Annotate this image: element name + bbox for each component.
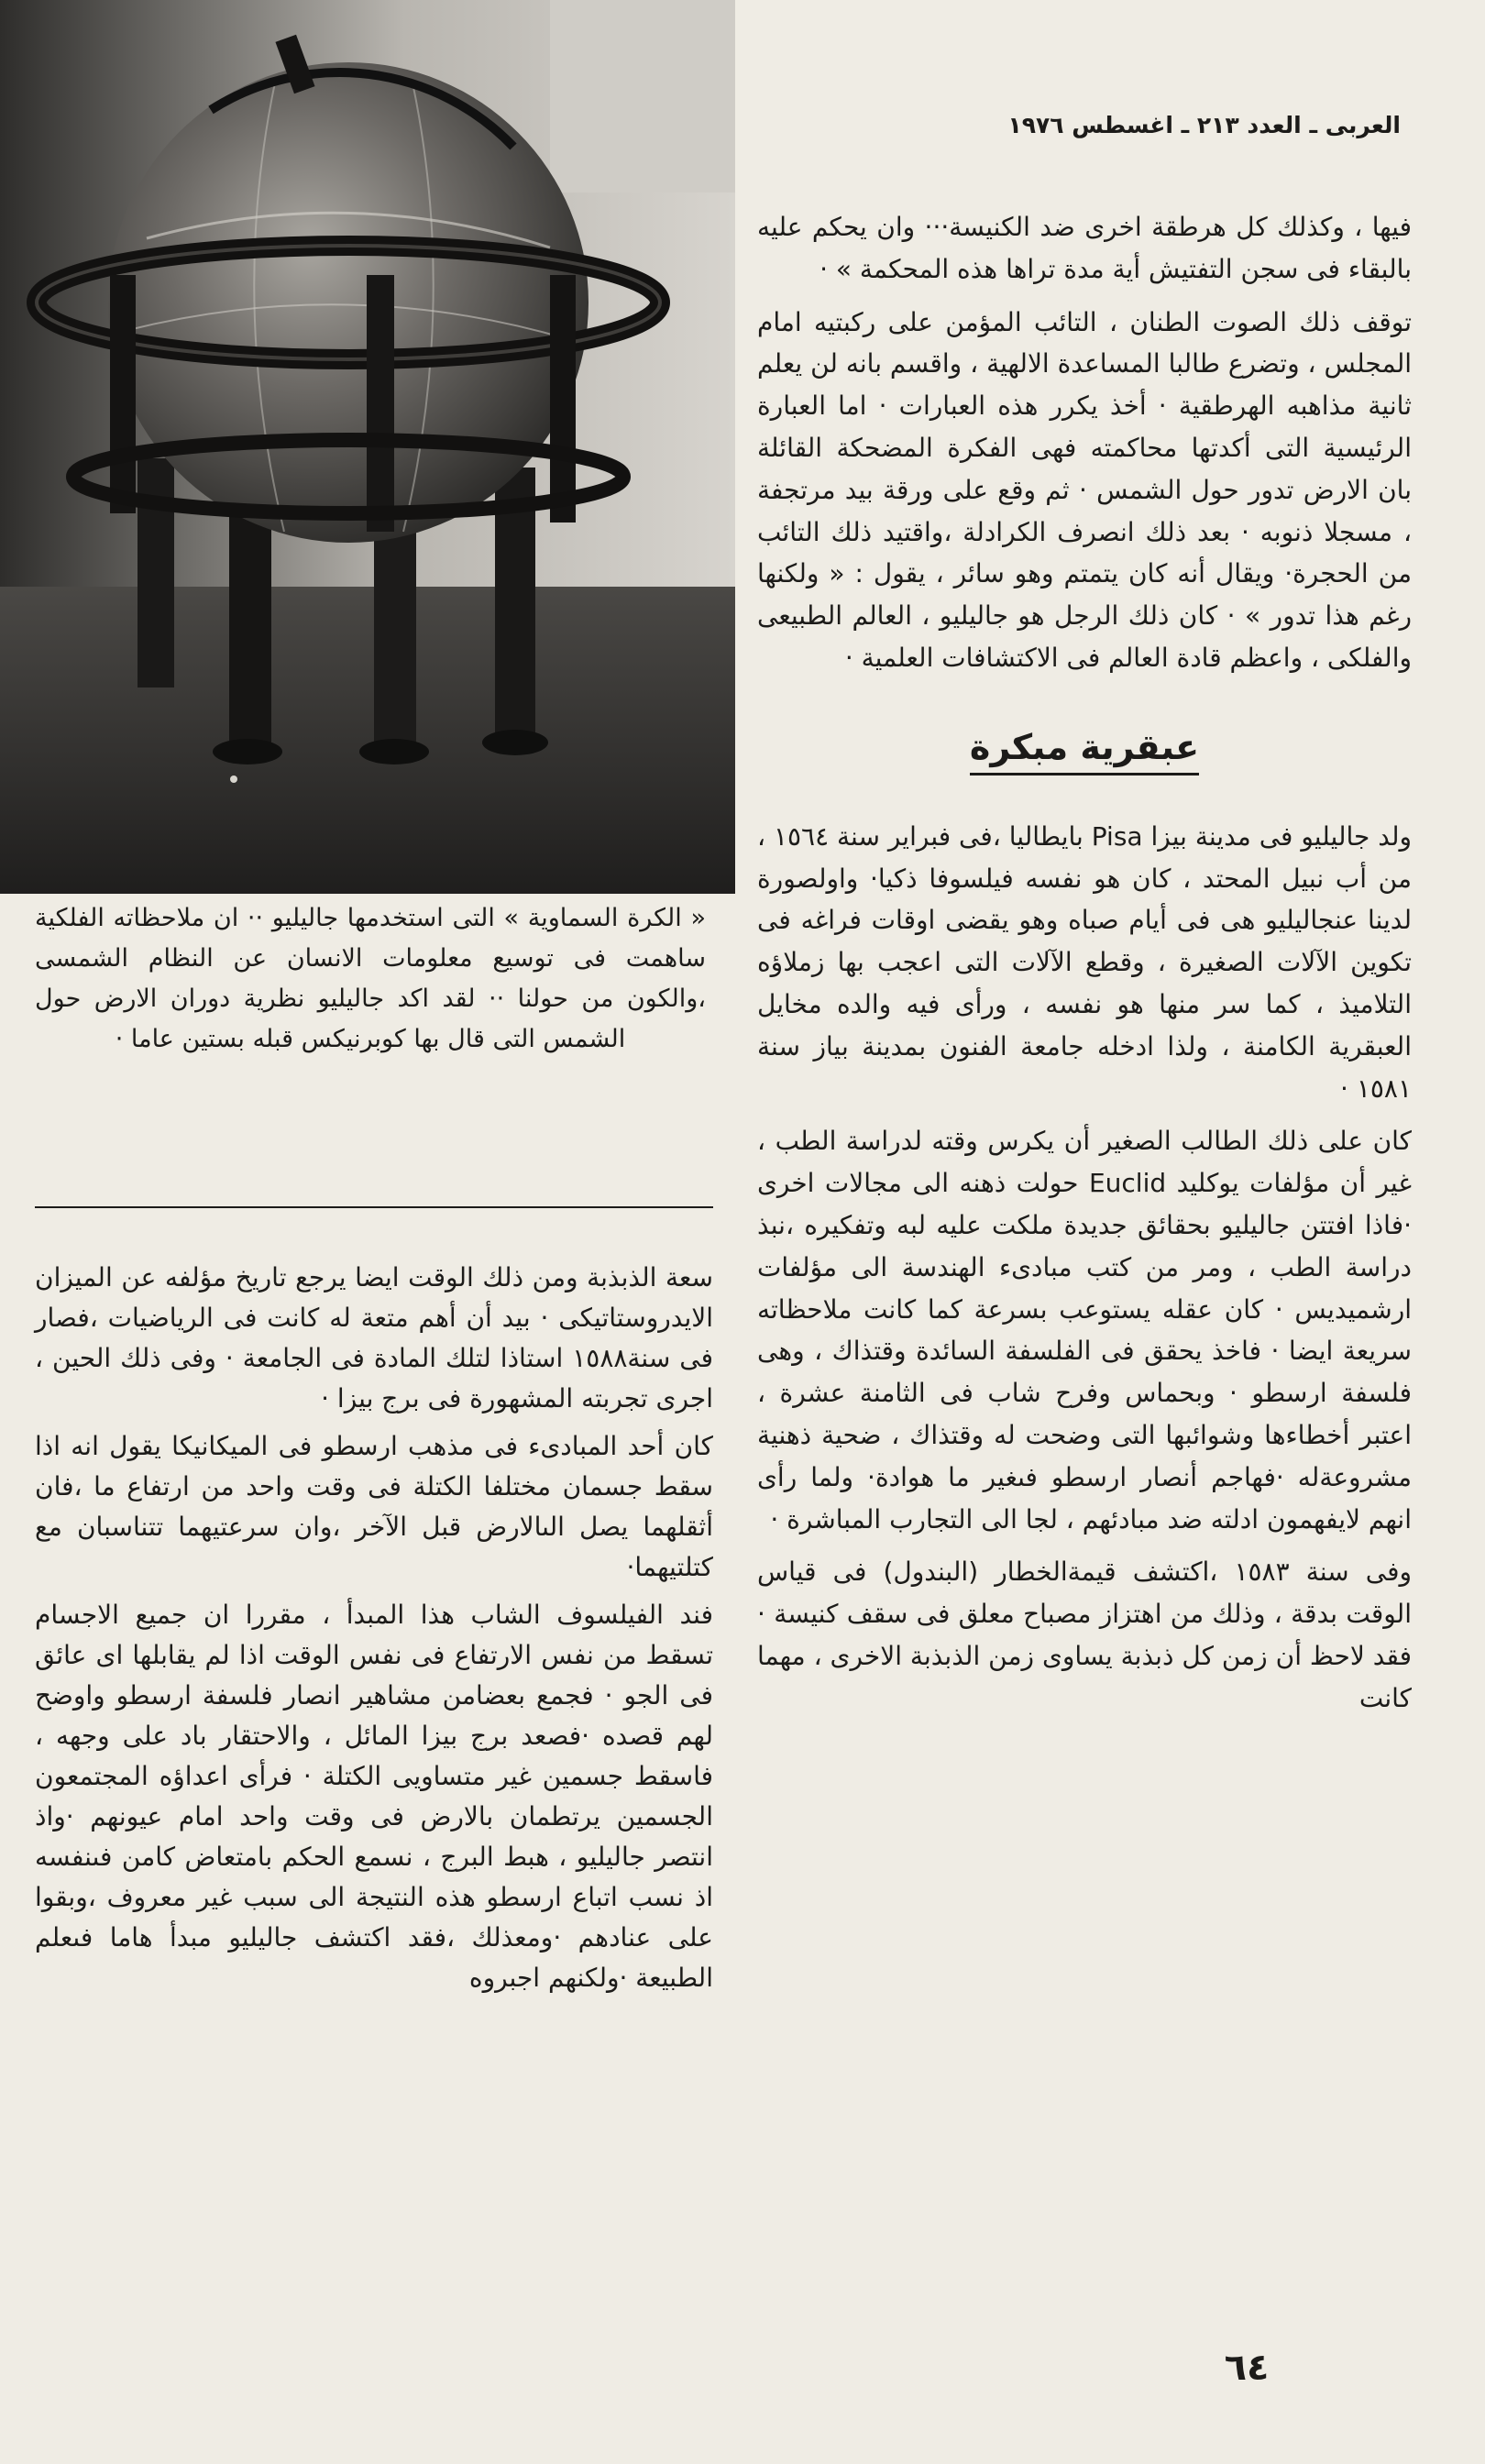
photo-caption: « الكرة السماوية » التى استخدمها جاليليو ·· ان ملاحظاته الفلكية ساهمت فى توسيع معلومات الانسان عن النظام الشمسى ،والكون من حولنا ·· لقد اكد جاليليو نظرية دوران الارض حول الشمس التى قال بها كوبرنيكس قبله بستين عاما · xyxy=(35,904,706,1053)
right-column xyxy=(757,206,1412,1731)
section-heading-text: عبقرية مبكرة xyxy=(970,727,1199,776)
left-column xyxy=(35,1258,713,2006)
body-paragraph: ولد جاليليو فى مدينة بيزا Pisa بايطاليا ،فى فبراير سنة ١٥٦٤ ، من أب نبيل المحتد ، كان هو نفسه فيلسوفا ذكيا· واولصورة لدينا عنجاليليو هى فى أيام صباه وهو يقضى اوقات فراغه فى تكوين الآلات الصغيرة ، وقطع الآلات التى اعجب بها زملاؤه التلاميذ ، كما سر منها هو نفسه ، ورأى فيه والده مخايل العبقرية الكامنة ، ولذا ادخله جامعة الفنون بمدينة بياز سنة ١٥٨١ · xyxy=(757,820,1412,1104)
armillary-globe-photo-icon xyxy=(0,0,735,894)
running-header: العربى ـ العدد ٢١٣ ـ اغسطس ١٩٧٦ xyxy=(1007,112,1401,138)
body-paragraph: وفى سنة ١٥٨٣ ،اكتشف قيمةالخطار (البندول) فى قياس الوقت بدقة ، وذلك من اهتزاز مصباح معلق فى سقف كنيسة · فقد لاحظ أن زمن كل ذبذبة يساوى زمن الذبذبة الاخرى ، مهما كانت xyxy=(757,1556,1413,1713)
body-paragraph: فيها ، وكذلك كل هرطقة اخرى ضد الكنيسة··· وان يحكم عليه بالبقاء فى سجن التفتيش أية مدة تراها هذه المحكمة » · xyxy=(757,212,1412,284)
body-paragraph: توقف ذلك الصوت الطنان ، التائب المؤمن على ركبتيه امام المجلس ، وتضرع طالبا المساعدة الالهية ، واقسم بانه لن يعلم ثانية مذاهبه الهرطقية · أخذ يكرر هذه العبارات · اما العبارة الرئيسية التى أكدتها محاكمته فهى الفكرة المضحكة القائلة بان الارض تدور حول الشمس · ثم وقع على ورقة بيد مرتجفة ، مسجلا ذنوبه · بعد ذلك انصرف الكرادلة ،واقتيد ذلك التائب من الحجرة· ويقال أنه كان يتمتم وهو سائر ، يقول : « ولكنها رغم هذا تدور » · كان ذلك الرجل هو جاليليو ، العالم الطبيعى والفلكى ، واعظم قادة العالم فى الاكتشافات العلمية · xyxy=(757,306,1412,673)
page-number: ٦٤ xyxy=(1224,2347,1270,2389)
body-paragraph: سعة الذبذبة ومن ذلك الوقت ايضا يرجع تاريخ مؤلفه عن الميزان الايدروستاتيكى · بيد أن أهم متعة له كانت فى الرياضيات ،فصار فى سنة١٥٨٨ استاذا لتلك المادة فى الجامعة · وفى ذلك الحين ، اجرى تجربته المشهورة فى برج بيزا · xyxy=(35,1262,714,1414)
section-heading xyxy=(757,727,1412,776)
globe-photo xyxy=(0,0,735,894)
body-paragraph: كان أحد المبادىء فى مذهب ارسطو فى الميكانيكا يقول انه اذا سقط جسمان مختلفا الكتلة فى وقت واحد من ارتفاع ما ،فان أثقلهما يصل الىالارض قبل الآخر ،وان سرعتيهما تتناسبان مع كتلتيهما· xyxy=(35,1431,713,1582)
body-paragraph: فند الفيلسوف الشاب هذا المبدأ ، مقررا ان جميع الاجسام تسقط من نفس الارتفاع فى نفس الوقت اذا لم يقابلها اى عائق فى الجو · فجمع بعضامن مشاهير انصار فلسفة ارسطو واوضح لهم قصده ·فصعد برج بيزا المائل ، والاحتقار باد على وجهه ، فاسقط جسمين غير متساويى الكتلة · فرأى اعداؤه المجتمعون الجسمين يرتطمان بالارض فى وقت واحد امام عيونهم ·واذ انتصر جاليليو ، هبط البرج ، نسمع الحكم بامتعاض كامن فىنفسه اذ نسب اتباع ارسطو هذه النتيجة الى سبب غير معروف ،وبقوا على عنادهم ·ومعذلك ،فقد اكتشف جاليليو مبدأ هاما فىعلم الطبيعة ·ولكنهم اجبروه xyxy=(35,1600,713,1993)
body-paragraph: كان على ذلك الطالب الصغير أن يكرس وقته لدراسة الطب ، غير أن مؤلفات يوكليد Euclid حولت ذهنه الى مجالات اخرى ·فاذا افتتن جاليليو بحقائق جديدة ملكت عليه لبه وتفكيره ،نبذ دراسة الطب ، ومر من كتب مبادىء الهندسة الى مؤلفات ارشميديس · كان عقله يستوعب بسرعة كما كانت ملاحظاته سريعة ايضا · فاخذ يحقق فى الفلسفة السائدة وقتذاك ، وهى فلسفة ارسطو · وبحماس وفرح شاب فى الثامنة عشرة ، اعتبر أخطاءها وشوائبها التى وضحت له وقتذاك ، ضحية ذهنية مشروعةله ·فهاجم أنصار ارسطو فىغير ما هوادة· ولما رأى انهم لايفهمون ادلته ضد مبادئهم ، لجا الى التجارب المباشرة · xyxy=(757,1126,1412,1534)
caption-divider xyxy=(35,1206,713,1208)
